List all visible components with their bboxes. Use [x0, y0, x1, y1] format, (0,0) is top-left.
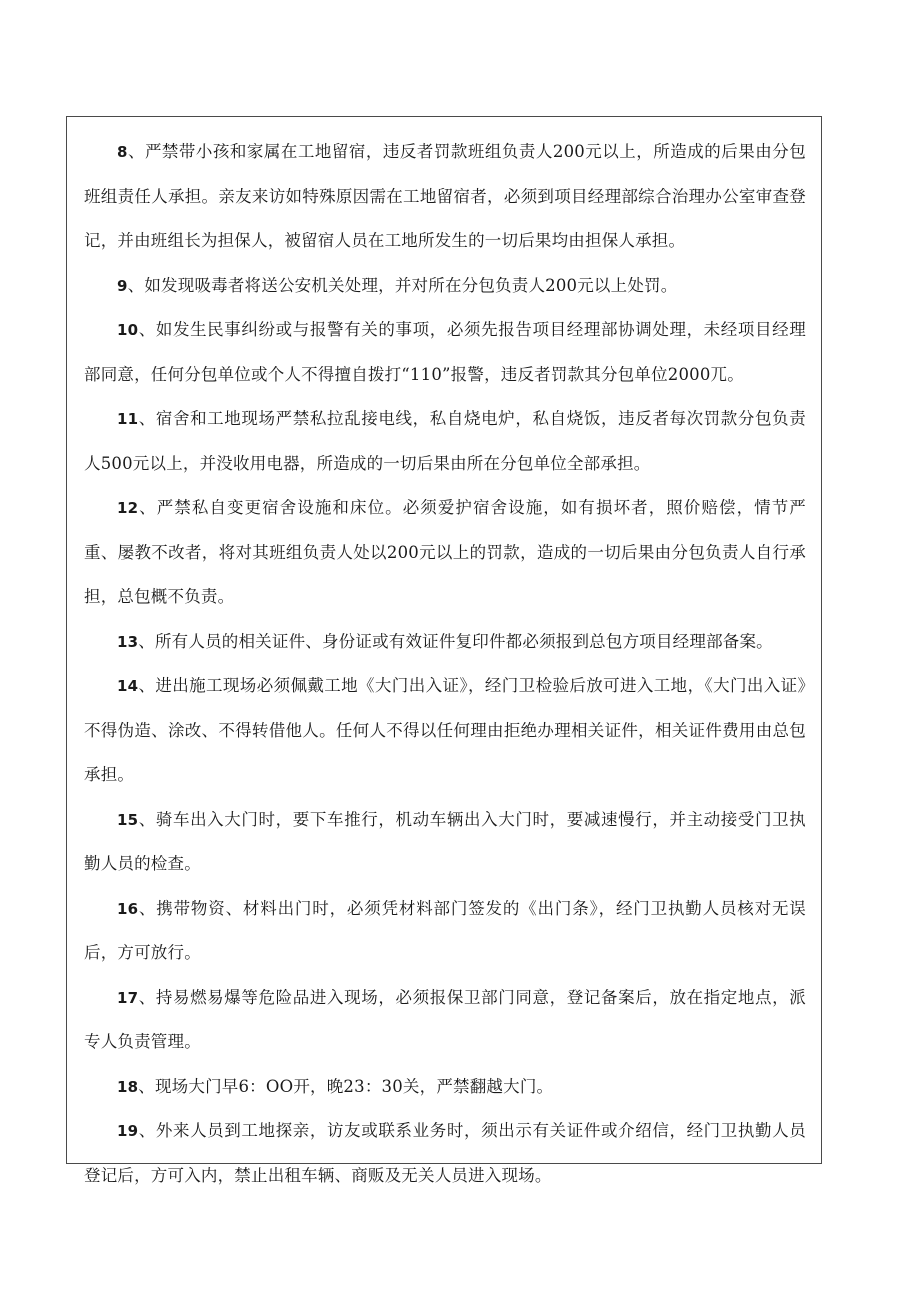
clause-16	[84, 887, 806, 976]
clause-text: 、进出施工现场必须佩戴工地《大门出入证》，经门卫检验后放可进入工地，《大门出入证》不得伪造、涂改、不得转借他人。任何人不得以任何理由拒绝办理相关证件，相关证件费用由总包承担。	[84, 676, 806, 784]
clause-text: 、宿舍和工地现场严禁私拉乱接电线，私自烧电炉，私自烧饭，违反者每次罚款分包负责人500元以上，并没收用电器，所造成的一切后果由所在分包单位全部承担。	[84, 409, 806, 473]
clause-text: 、外来人员到工地探亲，访友或联系业务时，须出示有关证件或介绍信，经门卫执勤人员登记后，方可入内，禁止出租车辆、商贩及无关人员进入现场。	[84, 1121, 806, 1185]
clause-number: 13	[117, 632, 139, 651]
clause-text: 、骑车出入大门时，要下车推行，机动车辆出入大门时，要减速慢行，并主动接受门卫执勤人员的检查。	[84, 809, 806, 873]
clause-number: 12	[117, 499, 139, 517]
clause-text: 、所有人员的相关证件、身份证或有效证件复印件都必须报到总包方项目经理部备案。	[138, 631, 773, 651]
clause-text: 、如发现吸毒者将送公安机关处理，并对所在分包负责人200元以上处罚。	[127, 275, 678, 295]
clause-17	[84, 976, 806, 1065]
clause-number: 14	[117, 677, 139, 695]
clause-number: 8	[117, 143, 128, 161]
clause-number: 10	[117, 321, 139, 339]
rules-list	[84, 130, 806, 1198]
clause-12	[84, 486, 806, 620]
clause-text: 、现场大门早6：OO开，晚23：30关，严禁翻越大门。	[138, 1076, 554, 1096]
clause-text: 、持易燃易爆等危险品进入现场，必须报保卫部门同意，登记备案后，放在指定地点，派专人负责管理。	[84, 987, 806, 1051]
rules-document-frame	[66, 116, 822, 1185]
clause-number: 16	[117, 899, 139, 918]
clause-10	[84, 308, 806, 397]
clause-text: 、如发生民事纠纷或与报警有关的事项，必须先报告项目经理部协调处理，未经项目经理部同意，任何分包单位或个人不得擅自拨打“110”报警，违反者罚款其分包单位2000兀。	[84, 320, 806, 384]
clause-14	[84, 664, 806, 798]
clause-number: 19	[117, 1122, 139, 1140]
clause-15	[84, 798, 806, 887]
clause-11	[84, 397, 806, 486]
clause-18	[84, 1065, 806, 1110]
clause-8	[84, 130, 806, 264]
clause-text: 、携带物资、材料出门时，必须凭材料部门签发的《出门条》，经门卫执勤人员核对无误后，方可放行。	[84, 898, 806, 962]
clause-number: 18	[117, 1077, 139, 1096]
clause-number: 11	[117, 410, 139, 428]
clause-number: 9	[117, 276, 128, 295]
clause-text: 、严禁带小孩和家属在工地留宿，违反者罚款班组负责人200元以上，所造成的后果由分包班组责任人承担。亲友来访如特殊原因需在工地留宿者，必须到项目经理部综合治理办公室审查登记，并由班组长为担保人，被留宿人员在工地所发生的一切后果均由担保人承担。	[84, 142, 806, 250]
clause-13	[84, 620, 806, 665]
clause-number: 15	[117, 810, 139, 829]
clause-9	[84, 264, 806, 309]
clause-number: 17	[117, 988, 139, 1007]
clause-19	[84, 1109, 806, 1198]
clause-text: 、严禁私自变更宿舍设施和床位。必须爱护宿舍设施，如有损坏者，照价赔偿，情节严重、屡教不改者，将对其班组负责人处以200元以上的罚款，造成的一切后果由分包负责人自行承担，总包概不负责。	[84, 498, 806, 606]
